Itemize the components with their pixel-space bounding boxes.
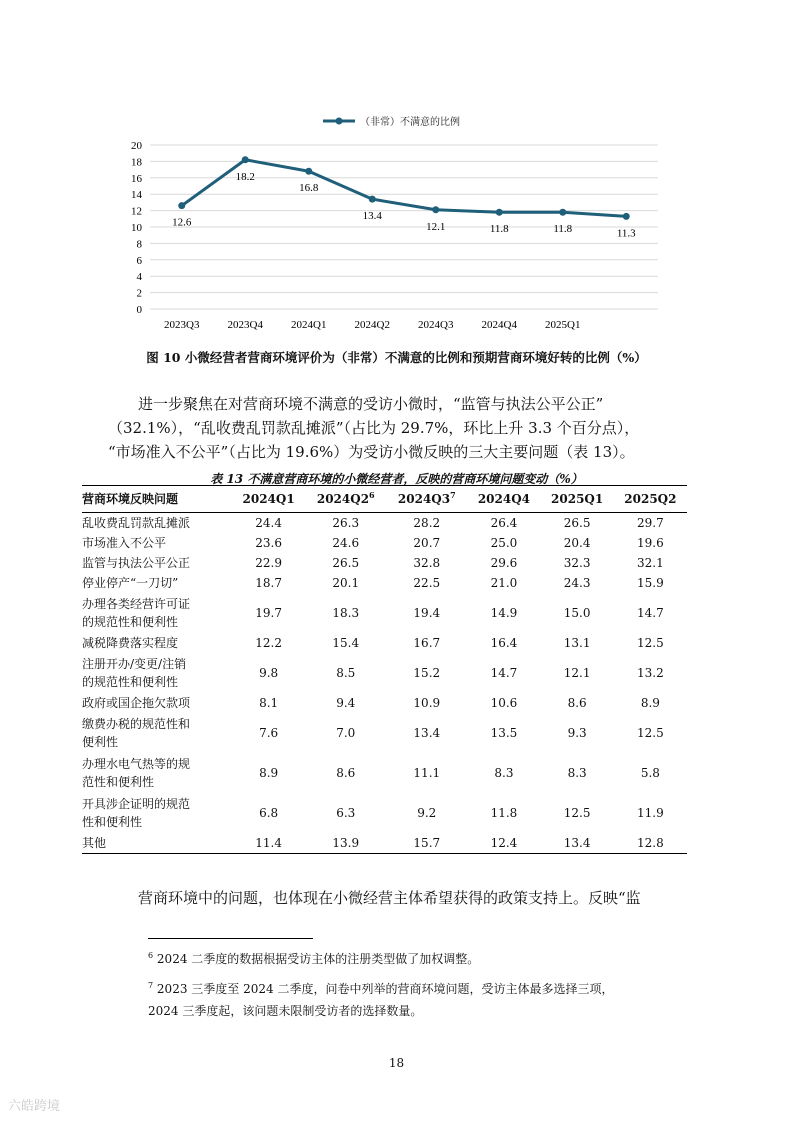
table-cell: 29.7: [637, 516, 664, 530]
paragraph-1-line: “市场准入不公平”（占比为 19.6%）为受访小微反映的三大主要问题（表 13）。: [108, 443, 635, 461]
row-label: [82, 753, 232, 793]
table-row: [82, 753, 687, 793]
table-cell: 15.4: [332, 636, 360, 650]
y-tick-label: 6: [136, 254, 142, 267]
row-label: [82, 573, 232, 593]
row-label-line: 缴费办税的规范性和: [82, 717, 191, 731]
table-cell: 19.6: [637, 536, 664, 550]
table-cell: 8.9: [259, 766, 279, 780]
table-cell: 18.3: [332, 606, 360, 620]
row-label-line: 范性和便利性: [82, 775, 155, 789]
x-tick-label: 2024Q4: [481, 319, 517, 331]
row-label-line: 的规范性和便利性: [82, 615, 179, 629]
table-header-row: [82, 486, 687, 513]
figure-caption: 图 10 小微经营者营商环境评价为（非常）不满意的比例和预期营商环境好转的比例（%）: [146, 350, 647, 365]
data-label: 12.6: [172, 216, 192, 229]
y-tick-label: 16: [131, 172, 142, 185]
data-point: [559, 209, 566, 216]
table-cell: 12.4: [467, 833, 540, 854]
x-tick-label: 2025Q1: [545, 319, 581, 331]
table-cell: 12.5: [637, 636, 664, 650]
data-label: 11.8: [553, 223, 573, 236]
table-body: [82, 513, 687, 854]
x-tick-label: 2024Q2: [354, 319, 390, 331]
row-label-line: 办理各类经营许可证: [82, 597, 191, 611]
table-cell: 14.9: [490, 606, 518, 620]
table-cell: 13.2: [637, 666, 664, 680]
footnote-mark: 6: [148, 951, 154, 960]
row-label-line: 便利性: [82, 735, 119, 749]
table-cell: 9.4: [336, 696, 356, 710]
table-cell: 26.4: [490, 516, 518, 530]
table-cell: 8.9: [640, 696, 660, 710]
legend-marker: [336, 118, 343, 125]
table-cell: 15.7: [386, 833, 467, 854]
table-cell: 24.3: [563, 576, 591, 590]
y-tick-label: 14: [131, 189, 142, 202]
table-cell: 19.4: [413, 606, 441, 620]
table-cell: 15.9: [637, 576, 664, 590]
row-label-line: 的规范性和便利性: [82, 675, 179, 689]
y-axis-ticks: [131, 140, 143, 316]
table-cell: 8.3: [494, 766, 514, 780]
footnote-text: 2024 二季度的数据根据受访主体的注册类型做了加权调整。: [156, 952, 480, 966]
table-cell: 11.8: [490, 806, 518, 820]
table-row: [82, 533, 687, 553]
row-label: [82, 833, 232, 854]
table-cell: 25.0: [490, 536, 518, 550]
chart-gridlines: [150, 145, 658, 309]
table-cell: 14.7: [637, 606, 664, 620]
row-label-line: 停业停产“一刀切”: [82, 576, 179, 590]
row-label: [82, 653, 232, 693]
y-tick-label: 4: [136, 271, 142, 284]
y-tick-label: 10: [131, 222, 142, 234]
table-row: [82, 553, 687, 573]
table-cell: 11.4: [232, 833, 305, 854]
data-point: [242, 156, 249, 163]
table-cell: 10.6: [490, 696, 518, 710]
table-row: [82, 713, 687, 753]
row-label-line: 性和便利性: [82, 815, 143, 829]
table-cell: 26.3: [332, 516, 360, 530]
table-cell: 5.8: [640, 766, 660, 780]
table-cell: 7.0: [336, 726, 356, 740]
table-cell: 18.7: [255, 576, 282, 590]
x-axis-ticks: [164, 319, 580, 331]
y-tick-label: 0: [136, 304, 142, 316]
data-point: [432, 206, 439, 213]
table-cell: 16.7: [413, 636, 441, 650]
table-cell: 9.8: [259, 666, 279, 680]
series-line: [182, 160, 627, 217]
x-tick-label: 2023Q3: [164, 319, 200, 331]
table-cell: 26.5: [563, 516, 591, 530]
data-point: [496, 209, 503, 216]
table-cell: 12.5: [563, 806, 591, 820]
table-cell: 29.6: [490, 556, 518, 570]
table-header-cell: 2025Q2: [614, 486, 687, 513]
table-row: [82, 833, 687, 854]
table-cell: 14.7: [490, 666, 518, 680]
table-cell: 9.3: [567, 726, 587, 740]
table-row: [82, 793, 687, 833]
table-row: [82, 573, 687, 593]
table-header-cell: 营商环境反映问题: [82, 486, 232, 513]
table-cell: 10.9: [413, 696, 441, 710]
table-cell: 12.8: [614, 833, 687, 854]
y-tick-label: 8: [136, 238, 142, 251]
row-label: [82, 713, 232, 753]
row-label: [82, 793, 232, 833]
row-label: [82, 553, 232, 573]
table-cell: 26.5: [332, 556, 360, 570]
table-cell: 9.2: [417, 806, 437, 820]
data-label: 11.3: [616, 227, 636, 240]
table-cell: 28.2: [413, 516, 441, 530]
data-label: 12.1: [426, 220, 446, 233]
table-cell: 13.5: [490, 726, 518, 740]
table-cell: 32.3: [563, 556, 591, 570]
y-tick-label: 12: [131, 205, 142, 218]
row-label-line: 政府或国企拖欠款项: [82, 696, 191, 710]
paragraph-1-line: 进一步聚焦在对营商环境不满意的受访小微时，“监管与执法公平公正”: [138, 395, 604, 413]
table-cell: 6.3: [336, 806, 356, 820]
chart-legend: [323, 115, 460, 128]
footnote-text: 2024 三季度起，该问题未限制受访者的选择数量。: [148, 1004, 423, 1018]
data-point: [178, 202, 185, 209]
paragraph-2: [108, 886, 688, 910]
table-cell: 11.9: [637, 806, 664, 820]
table-cell: 11.1: [413, 766, 441, 780]
table-cell: 22.5: [413, 576, 441, 590]
table-header-cell: 2024Q4: [467, 486, 540, 513]
y-tick-label: 2: [136, 287, 142, 300]
line-chart: [120, 100, 680, 340]
row-label: [82, 693, 232, 713]
row-label: [82, 633, 232, 653]
row-label-line: 乱收费乱罚款乱摊派: [82, 516, 191, 530]
table-cell: 13.4: [413, 726, 441, 740]
table-cell: 13.1: [563, 636, 591, 650]
table-cell: 16.4: [490, 636, 518, 650]
table-row: [82, 693, 687, 713]
table-cell: 15.2: [413, 666, 441, 680]
footnote-6: [148, 948, 693, 970]
paragraph-2-text: 营商环境中的问题，也体现在小微经营主体希望获得的政策支持上。反映“监: [138, 889, 641, 907]
table-cell: 8.3: [567, 766, 587, 780]
table-cell: 8.6: [567, 696, 587, 710]
table-cell: 8.6: [336, 766, 356, 780]
table-header-cell: 2025Q1: [541, 486, 614, 513]
table-row: [82, 513, 687, 534]
table-cell: 20.4: [563, 536, 591, 550]
data-label: 18.2: [235, 170, 255, 183]
table-cell: 24.6: [332, 536, 360, 550]
data-label: 16.8: [299, 182, 319, 195]
legend-label: （非常）不满意的比例: [360, 117, 460, 128]
footnote-text: 2023 三季度至 2024 二季度，问卷中列举的营商环境问题，受访主体最多选择三项，: [156, 982, 614, 996]
table-cell: 6.8: [259, 806, 279, 820]
table-header-cell: $2024Q2^6$: [305, 486, 386, 513]
table-caption: 表 13 不满意营商环境的小微经营者，反映的营商环境问题变动（%）: [210, 472, 583, 486]
table-cell: 23.6: [255, 536, 282, 550]
table-row: [82, 653, 687, 693]
data-label: 13.4: [362, 210, 382, 223]
data-point: [369, 196, 376, 203]
data-point: [623, 213, 630, 220]
table-cell: 12.2: [255, 636, 282, 650]
table-cell: 13.9: [305, 833, 386, 854]
row-label: [82, 533, 232, 553]
table-row: [82, 633, 687, 653]
paragraph-1-line: （32.1%），“乱收费乱罚款乱摊派”（占比为 29.7%，环比上升 3.3 个百分点），: [108, 419, 640, 437]
footnote-7: [148, 978, 693, 1022]
table-cell: 7.6: [259, 726, 279, 740]
row-label-line: 办理水电气热等的规: [82, 757, 191, 771]
table-cell: 21.0: [490, 576, 518, 590]
row-label: [82, 593, 232, 633]
y-tick-label: 20: [131, 140, 142, 152]
row-label-line: 减税降费落实程度: [82, 636, 179, 650]
table-cell: 22.9: [255, 556, 282, 570]
footnote-divider: [148, 938, 313, 939]
x-tick-label: 2024Q3: [418, 319, 454, 331]
row-label: [82, 513, 232, 534]
row-label-line: 其他: [82, 836, 107, 850]
table-cell: 8.1: [259, 696, 279, 710]
row-label-line: 监管与执法公平公正: [82, 556, 191, 570]
watermark-logo: 六皓跨境: [8, 1099, 61, 1114]
table-cell: 19.7: [255, 606, 282, 620]
y-tick-label: 18: [131, 156, 142, 169]
footnote-mark: 7: [148, 981, 154, 990]
table-cell: 32.1: [637, 556, 664, 570]
page-number: 18: [388, 1056, 405, 1070]
table-header-cell: $2024Q3^7$: [386, 486, 467, 513]
data-label: 11.8: [489, 223, 509, 236]
data-point: [305, 168, 312, 175]
x-tick-label: 2024Q1: [291, 319, 327, 331]
row-label-line: 注册开办/变更/注销: [82, 657, 187, 671]
x-tick-label: 2023Q4: [227, 319, 263, 331]
table-cell: 12.1: [563, 666, 591, 680]
row-label-line: 市场准入不公平: [82, 536, 167, 550]
table-cell: 20.7: [413, 536, 441, 550]
table-cell: 12.5: [637, 726, 664, 740]
table-cell: 15.0: [563, 606, 591, 620]
table-header-cell: 2024Q1: [232, 486, 305, 513]
table-cell: 32.8: [413, 556, 441, 570]
table-cell: 20.1: [332, 576, 360, 590]
table-row: [82, 593, 687, 633]
row-label-line: 开具涉企证明的规范: [82, 797, 191, 811]
problem-table: [82, 485, 687, 854]
table-cell: 24.4: [255, 516, 282, 530]
table-cell: 13.4: [541, 833, 614, 854]
paragraph-1: [108, 392, 688, 464]
table-cell: 8.5: [336, 666, 356, 680]
